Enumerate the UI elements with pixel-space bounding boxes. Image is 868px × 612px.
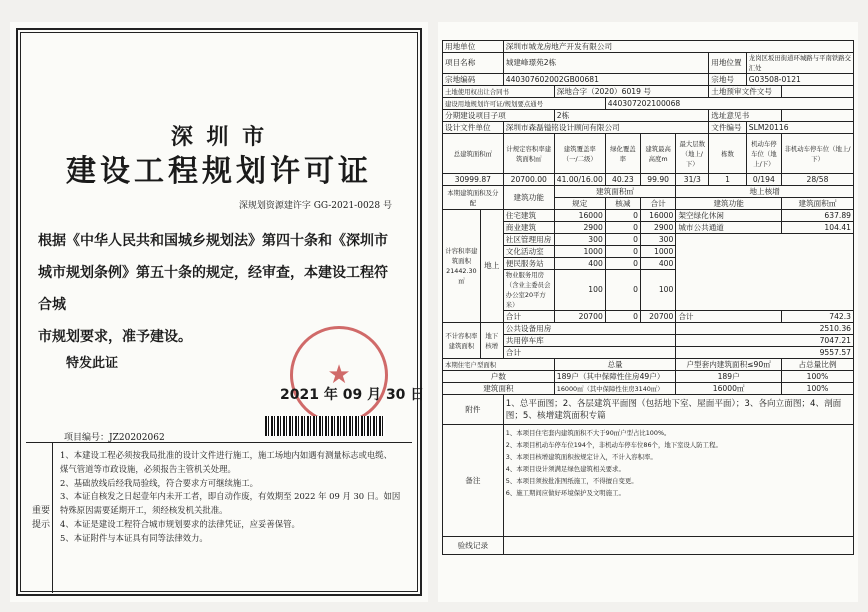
body-line: 市规划要求，准予建设。 [38,329,192,345]
cell-value: 440307202100068 [605,98,853,110]
cell-label: 本期住宅户型面积 [443,359,555,371]
notice-item: 3、本证自核发之日起壹年内未开工者，即自动作废，有效期至 2022 年 09 月 30 日。如因 [60,491,401,502]
cell-value: 城建峰璟苑2栋 [503,53,709,74]
body-line: 城市规划条例》第五十条的规定，经审查，本建设工程符合城 [38,265,388,313]
cell-value: 400 [640,258,675,270]
notice-item: 特殊原因需要延期开工，须经核发机关批准。 [60,505,228,516]
header-cell: 计规定容积率建筑面积㎡ [503,134,554,174]
cell-value: 189户（其中保障性住房49户） [554,371,676,383]
cell-value: 深圳市森磊镒铭设计顾问有限公司 [503,122,709,134]
header-cell: 建筑面积㎡ [554,186,676,198]
value-cell: 31/3 [676,174,709,186]
value-cell: 40.23 [605,174,640,186]
remark-line: 6、施工期间应做好环境保护及文明施工。 [505,489,625,497]
header-cell: 机动车停车位（地上/下） [746,134,781,174]
cell-value: 100 [554,270,605,311]
header-cell: 建筑面积㎡ [781,198,853,210]
header-cell: 非机动车停车位（地上/下） [781,134,853,174]
cell-value: 0 [605,270,640,311]
cell-label: 设计文件单位 [443,122,504,134]
cell-value: 1000 [554,246,605,258]
header-cell: 栋数 [709,134,747,174]
table-row: 便民服务站 [503,258,554,270]
notice-item: 2、基础放线后经我局验线，符合要求方可继续施工。 [60,477,258,488]
cell-value: 2栋 [554,110,709,122]
header-cell: 建筑功能 [503,186,554,210]
remark-line: 3、本项目核增建筑面积按规定计入，不计入容积率。 [505,453,657,461]
cell-label: 宗地号 [709,74,747,86]
cell-label: 土地预审文件文号 [709,86,782,98]
header-cell: 建筑覆盖率（一/二级） [554,134,605,174]
cell-value [503,537,853,555]
value-cell: 28/58 [781,174,853,186]
value-cell: 20700.00 [503,174,554,186]
seal-star-icon: ★ [327,360,351,390]
cell-value: 100% [781,383,853,395]
remark-line: 4、本项目设计须满足绿色建筑相关要求。 [505,465,625,473]
cell-value: 架空绿化休闲 [676,210,782,222]
cell-value: 300 [554,234,605,246]
cell-value: 城市公共通道 [676,222,782,234]
header-cell: 户型套内建筑面积≤90㎡ [676,359,782,371]
attachments-text: 1、总平面图；2、各层建筑平面图（包括地下室、屋面平面）；3、各向立面图；4、剖面图；5、核增建筑面积专篇 [503,395,853,425]
cell-value: 100 [640,270,675,311]
table-row: 文化活动室 [503,246,554,258]
cell-value: G03508-0121 [746,74,853,86]
cell-value: 16000㎡ [676,383,782,395]
cell-value: 深地合字（2020）6019 号 [554,86,709,98]
table-row: 物业服务用房（含业主委员会办公室20平方米） [503,270,554,311]
cell-label: 本期建筑面积及分配 [443,186,504,210]
cell-value: SLM20116 [746,122,853,134]
remarks-text [503,425,853,537]
cell-value: 0 [605,210,640,222]
cell-value: 7047.21 [676,335,854,347]
cell-value: 189户 [676,371,782,383]
table-row: 共用停车库 [503,335,676,347]
table-row: 社区管理用房 [503,234,554,246]
cell-label: 计容积率建筑面积 21442.30 ㎡ [443,210,481,323]
cell-value: 龙岗区坂田街道环城路与平南铁路交汇处 [746,53,853,74]
cell-label: 验线记录 [443,537,504,555]
cell-label: 建设用地规划许可证/规划要点通号 [443,98,606,110]
cell-label: 分期建设项目子项 [443,110,555,122]
cell-value: 合计 [676,311,782,323]
header-cell: 规定 [554,198,605,210]
remark-line: 5、本项目须按批准图纸施工，不得擅自变更。 [505,477,638,485]
cell-value: 0 [605,222,640,234]
table-row: 商业建筑 [503,222,554,234]
notice-item: 煤气管道等市政设施，必须报告主管机关处理。 [60,463,236,474]
cell-label: 地下核增 [480,323,503,359]
notice-item: 1、本建设工程必须按我局批准的设计文件进行施工，施工场地内如遇有测量标志或电缆、 [60,450,392,460]
cell-value: 0 [605,246,640,258]
notice-item: 4、本证是建设工程符合城市规划要求的法律凭证，应妥善保管。 [60,518,300,529]
header-cell: 占总量比例 [781,359,853,371]
table-row: 合计 [503,347,676,359]
certificate-title: 建设工程规划许可证 [66,154,372,189]
table-row: 建筑面积 [443,383,555,395]
issue-date: 2021 年 09 月 30 日 [280,387,425,403]
header-cell: 地上核增 [676,186,854,198]
cell-value: 637.89 [781,210,853,222]
remark-line: 2、本项目机动车停车位194个，非机动车停车位86个，地下室设人防工程。 [505,441,722,449]
city-title: 深 圳 市 [170,124,268,150]
header-cell: 总建筑面积㎡ [443,134,504,174]
cell-value: 1000 [640,246,675,258]
cell-label: 备注 [443,425,504,537]
cell-value [676,234,854,311]
cell-value: 16000 [554,210,605,222]
body-line: 根据《中华人民共和国城乡规划法》第四十条和《深圳市 [38,233,388,249]
important-notice [26,442,412,593]
document-number: 深规划资源建许字 GG-2021-0028 号 [238,201,392,211]
header-cell: 合计 [640,198,675,210]
header-cell: 建筑最高高度m [640,134,675,174]
cell-value: 16000㎡（其中保障性住房3140㎡） [554,383,676,395]
cell-label: 选址意见书 [709,110,782,122]
cell-value: 100% [781,371,853,383]
cell-value: 2510.36 [676,323,854,335]
cell-value: 2900 [640,222,675,234]
cell-label: 文件编号 [709,122,747,134]
cell-value: 20700 [554,311,605,323]
cell-label: 土地使用权出让合同书 [443,86,555,98]
header-cell: 总量 [554,359,676,371]
cell-value: 440307602002GB00681 [503,74,709,86]
cell-value: 104.41 [781,222,853,234]
header-cell: 绿化覆盖率 [605,134,640,174]
header-cell: 最大层数（地上/下） [676,134,709,174]
cell-value: 742.3 [781,311,853,323]
cell-label: 附件 [443,395,504,425]
header-cell: 核减 [605,198,640,210]
cell-label: 用地位置 [709,53,747,74]
cell-label: 不计容积率建筑面积 [443,323,481,359]
cell-value: 16000 [640,210,675,222]
cell-value: 0 [605,234,640,246]
cell-value: 0 [605,258,640,270]
value-cell: 1 [709,174,747,186]
cell-label: 地上 [480,210,503,323]
special-note: 特发此证 [66,356,119,371]
project-number: 项目编号：JZ20202062 [64,433,165,443]
table-row: 户数 [443,371,555,383]
cell-value: 深圳市城龙房地产开发有限公司 [503,41,853,53]
cell-value [781,110,853,122]
value-cell: 99.90 [640,174,675,186]
project-details-table [442,40,854,555]
cell-label: 用地单位 [443,41,504,53]
cell-value: 0 [605,311,640,323]
notice-label: 重要提示 [30,443,53,593]
certificate-left-page [10,22,428,602]
cell-label: 项目名称 [443,53,504,74]
notice-item: 5、本证附件与本证具有同等法律效力。 [60,532,208,543]
value-cell: 41.00/16.00 [554,174,605,186]
table-row: 公共设备用房 [503,323,676,335]
header-cell: 建筑功能 [676,198,782,210]
cell-value [781,86,853,98]
table-row: 住宅建筑 [503,210,554,222]
remark-line: 1、本项目住宅套内建筑面积不大于90㎡户型占比100%。 [505,429,671,437]
value-cell: 0/194 [746,174,781,186]
table-row: 合计 [503,311,554,323]
cell-value: 20700 [640,311,675,323]
cell-label: 宗地编码 [443,74,504,86]
official-seal [290,326,388,424]
value-cell: 30999.87 [443,174,504,186]
cell-value: 400 [554,258,605,270]
certificate-right-page [438,22,858,602]
barcode-image [265,416,385,436]
cell-value: 300 [640,234,675,246]
cell-value: 2900 [554,222,605,234]
cell-value: 9557.57 [676,347,854,359]
